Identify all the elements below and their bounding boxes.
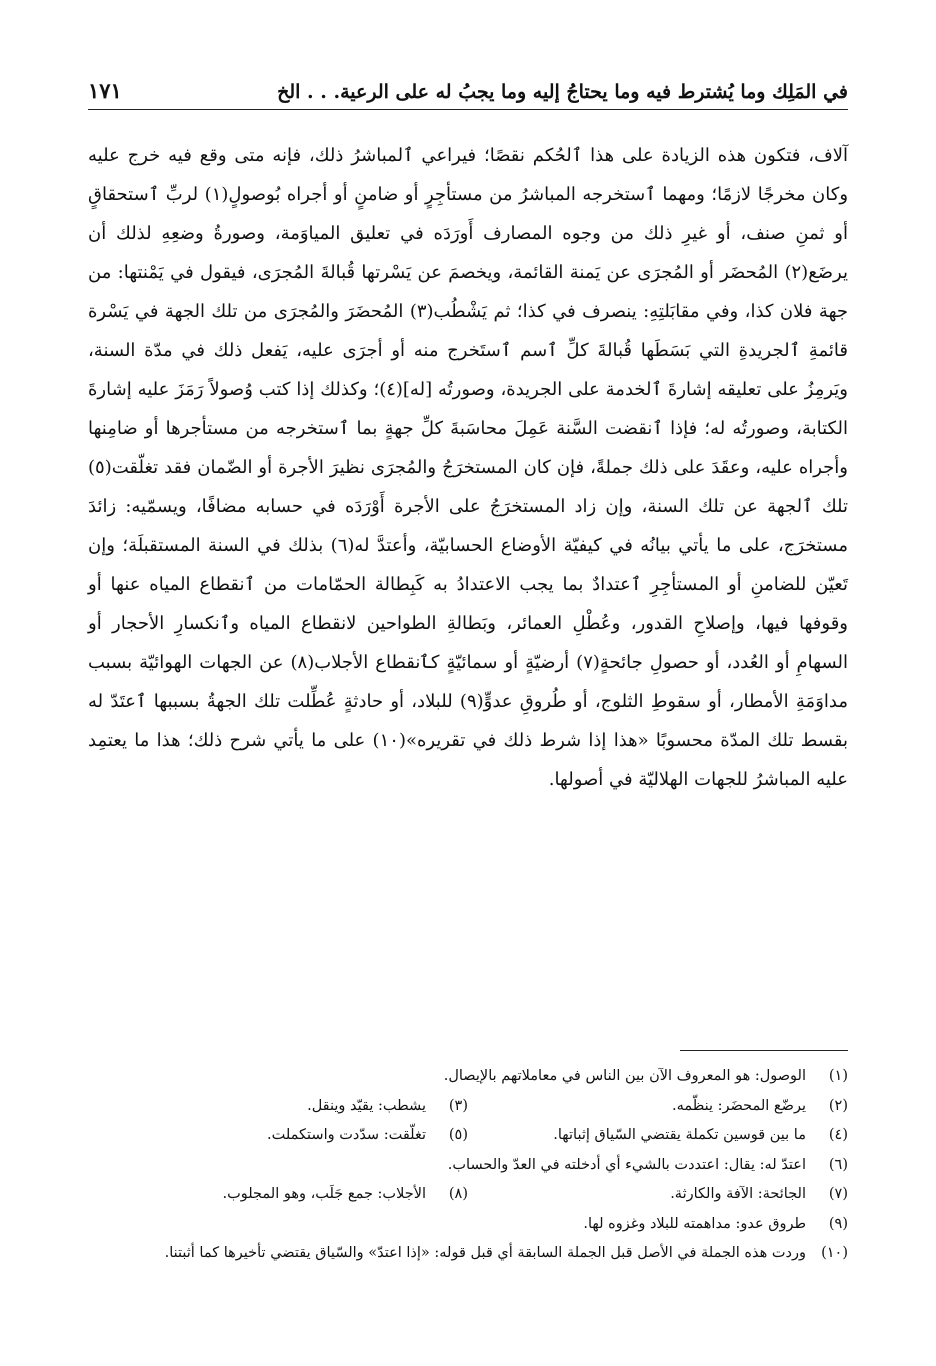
footnote-number: (٧): [828, 1186, 848, 1202]
footnote-text: يرضّع المحضَر: ينظّمه.: [671, 1097, 806, 1114]
main-text: [88, 136, 848, 799]
footnote-4: [468, 1121, 848, 1151]
footnote-text: وردت هذه الجملة في الأصل قبل الجملة السابقة أي قبل قوله: «إذا اعتدّ» والسّياق يقتضي تأخيرها كما أثبتنا.: [164, 1245, 806, 1261]
footnote-row: [88, 1180, 848, 1210]
footnote-number: (٥): [448, 1127, 468, 1143]
footnote-text: تغلّقت: سدّدت واستكملت.: [267, 1127, 426, 1143]
footnote-separator: [680, 1050, 848, 1051]
page-number: ١٧١: [88, 78, 122, 103]
footnote-number: (٤): [828, 1127, 848, 1143]
footnote-2: [468, 1092, 848, 1122]
footnote-number: (٣): [448, 1097, 468, 1114]
footnote-10: [165, 1239, 848, 1269]
footnote-row: [88, 1239, 848, 1269]
footnote-number: (٩): [828, 1215, 848, 1232]
footnote-text: يشطب: يقيّد وينقل.: [307, 1097, 426, 1114]
footnote-row: [88, 1062, 848, 1092]
footnote-row: [88, 1151, 848, 1181]
body-paragraph: آلاف، فتكون هذه الزيادة على هذا ٱلحُكم نقصًا؛ فيراعي ٱلمباشرُ ذلك، فإنه متى وقع فيه خرج عليه وكان مخرجًا لازمًا؛ ومهما ٱستخرجه المباشرُ من مستأجِرٍ أو ضامنٍ أو أجراه بُوصولٍ(١) لربِّ ٱستحقاقٍ أو ثمنِ صنف، أو غيرِ ذلك من وجوه المصارف أَورَدَه في تعليق المياوَمة، وصورةُ وضعِهِ لذلك أن يرضَع(٢) المُحضَر أو المُجرَى عن يَمنة القائمة، ويخصمَ عن يَسْرتها قُبالةَ المُجرَى، فيقول في يَمْنتها: من جهة فلان كذا، وفي مقابَلتِهِ: ينصرف في كذا؛ ثم يَشْطُب(٣) المُحضَرَ والمُجرَى من تلك الجهة في يَسْرة قائمةِ ٱلجريدةِ التي بَسَطَها قُبالةَ كلِّ ٱسم ٱستَخرج منه أو أجرَى عليه، يَفعل ذلك في مدّة السنة، ويَرمِزُ على تعليقه إشارةَ ٱلخدمة على الجريدة، وصورتُه [له](٤)؛ وكذلك إذا كتب وُصولاً رَمَزَ عليه إشارةَ الكتابة، وصورتُه له؛ فإذا ٱنقضت السَّنة عَمِلَ محاسَبةَ كلِّ جهةٍ بما ٱستخرجه من مستأجرها أو ضامِنها وأجراه عليه، وعقَدَ على ذلك جملةً، فإن كان المستخرَجُ والمُجرَى نظيرَ الأجرة أو الضّمان فقد تغلّقت(٥) تلك ٱلجهة عن تلك السنة، وإن زاد المستخرَجُ على الأجرة أَوْرَدَه في حسابه مضافًا، ويسمّيه: زائدَ مستخرَج، على ما يأتي بيانُه في كيفيّة الأوضاع الحسابيّة، وأعتدَّ له(٦) بذلك في السنة المستقبلَة؛ وإن تَعيّن للضامنِ أو المستأجِرِ ٱعتدادٌ بما يجب الاعتدادُ به كَبِطالة الحمّامات من ٱنقطاع المياه عنها أو وقوفها فيها، وإصلاحِ القدور، وعُطْلِ العمائر، وبَطالةِ الطواحين لانقطاع المياه وٱنكسارِ الأحجار أو السهامِ أو العُدد، أو حصولِ جائحةٍ(٧) أرضيّةٍ أو سمائيّةٍ كٱنقطاع الأجلاب(٨) عن الجهات الهوائيّة بسبب مداوَمَةِ الأمطار، أو سقوطِ الثلوج، أو طُروقِ عدوٍّ(٩) للبلاد، أو حادثةٍ عُطِّلت تلك الجهةُ بسببها ٱعتَدّ له بقسط تلك المدّة محسوبًا «هذا إذا شرط ذلك في تقريره»(١٠) على ما يأتي شرح ذلك؛ هذا ما يعتمِد عليه المباشرُ للجهات الهلاليّة في أصولها.: [88, 145, 849, 790]
footnote-5: [88, 1121, 468, 1151]
footnote-number: (١٠): [821, 1245, 848, 1261]
footnote-1: [444, 1062, 848, 1092]
footnote-9: [583, 1210, 848, 1240]
footnote-number: (٢): [828, 1097, 848, 1114]
footnote-text: طروق عدو: مداهمته للبلاد وغزوه لها.: [583, 1215, 806, 1232]
footnote-text: الأجلاب: جمع جَلَب، وهو المجلوب.: [222, 1186, 426, 1202]
footnote-row: [88, 1210, 848, 1240]
footnote-7: [468, 1180, 848, 1210]
footnote-row: [88, 1121, 848, 1151]
footnote-text: الجائحة: الآفة والكارثة.: [670, 1186, 806, 1202]
footnote-number: (١): [828, 1068, 848, 1084]
footnote-text: الوصول: هو المعروف الآن بين الناس في معاملاتهم بالإيصال.: [443, 1068, 806, 1084]
footnote-6: [448, 1151, 848, 1181]
footnote-number: (٦): [828, 1156, 848, 1173]
footnotes: [88, 1062, 848, 1269]
footnote-row: [88, 1092, 848, 1122]
footnote-3: [88, 1092, 468, 1122]
running-title: في المَلِك وما يُشترط فيه وما يحتاجُ إليه وما يجبُ له على الرعية. . . الخ: [277, 81, 848, 103]
footnote-8: [88, 1180, 468, 1210]
footnote-text: ما بين قوسين تكملة يقتضي السّياق إثباتها.: [553, 1127, 806, 1143]
page-header: [88, 70, 848, 110]
footnote-number: (٨): [448, 1186, 468, 1202]
footnote-text: اعتدّ له: يقال: اعتددت بالشيء أي أدخلته في العدّ والحساب.: [447, 1156, 806, 1173]
